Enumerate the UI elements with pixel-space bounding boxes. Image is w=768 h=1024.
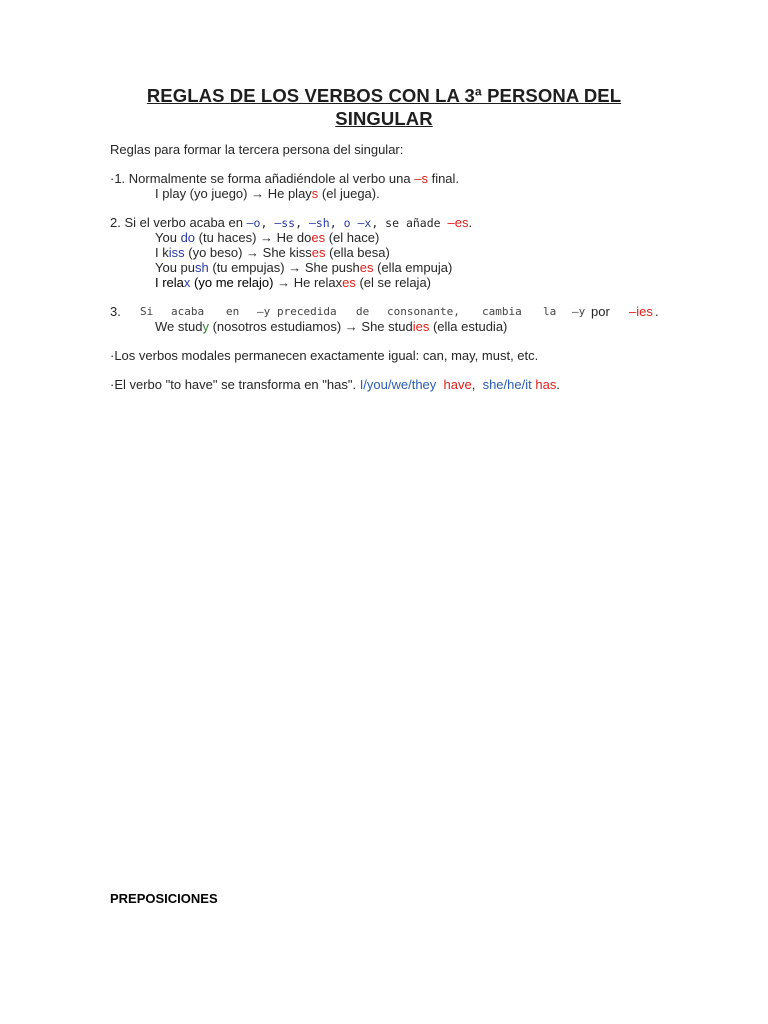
example-text: (yo me relajo) — [190, 275, 274, 290]
example-text: (tu empujas) → She push — [208, 260, 360, 275]
rule-5: ·El verbo "to have" se transforma en "has". I/you/we/they have, she/he/it has. — [110, 377, 560, 392]
rule-3-word: consonante, — [387, 305, 460, 318]
example-text: (tu haces) → He do — [195, 230, 312, 245]
example-suffix: s — [311, 186, 319, 201]
period: . — [556, 377, 560, 392]
plural-pronouns: I/you/we/they — [359, 377, 437, 392]
example-text: I k — [155, 245, 169, 260]
rule-2-text: 2. Si el verbo acaba en — [110, 215, 247, 230]
example-suffix: es — [359, 260, 374, 275]
page-title — [110, 84, 658, 130]
example-text: (ella besa) — [325, 245, 390, 260]
rule-3-ending-y: –y — [572, 305, 586, 318]
separator: , — [329, 216, 344, 230]
example-suffix: es — [311, 230, 326, 245]
rule-2-example-2 — [155, 245, 390, 260]
rule-3-word: en — [226, 305, 240, 318]
example-text: (ella empuja) — [373, 260, 453, 275]
example-text: You pu — [155, 260, 196, 275]
rule-3-suffix-ies: –ies — [629, 304, 653, 319]
example-suffix: es — [311, 245, 326, 260]
example-text: → He relax — [273, 275, 343, 290]
example-suffix: es — [342, 275, 356, 290]
rule-3-word: cambia — [482, 305, 522, 318]
rule-1-end: final. — [427, 171, 460, 186]
section-heading-preposiciones: PREPOSICIONES — [110, 891, 218, 906]
example-stem: iss — [168, 245, 185, 260]
example-text: You — [155, 230, 181, 245]
verb-have: have — [443, 377, 472, 392]
title-line-1: REGLAS DE LOS VERBOS CON LA 3ª PERSONA DEL — [146, 85, 622, 106]
ending-ss: –ss — [274, 216, 296, 230]
rule-4: ·Los verbos modales permanecen exactamente igual: can, may, must, etc. — [110, 348, 539, 363]
singular-pronouns: she/he/it — [482, 377, 532, 392]
intro-text: Reglas para formar la tercera persona del singular: — [110, 142, 404, 157]
separator: , — [295, 216, 309, 230]
example-text: I play (yo juego) → He play — [155, 186, 312, 201]
rule-3-word: acaba — [171, 305, 205, 318]
rule-3-word: Si — [140, 305, 154, 318]
period: . — [468, 215, 473, 230]
period: . — [655, 304, 659, 319]
ending-o: –o — [246, 216, 261, 230]
example-text: I rela — [155, 275, 184, 290]
rule-2-example-1 — [155, 230, 379, 245]
example-text: (el hace) — [325, 230, 380, 245]
rule-1-example — [155, 186, 380, 201]
example-stem: do — [180, 230, 196, 245]
example-stem: x — [183, 275, 191, 290]
rule-2-text: , se añade — [371, 216, 448, 230]
example-suffix: ies — [412, 319, 430, 334]
rule-3-word: la — [543, 305, 557, 318]
suffix-es: –es — [447, 215, 469, 230]
example-text: We stud — [155, 319, 203, 334]
title-line-2: SINGULAR — [335, 108, 433, 129]
rule-3-word: por — [591, 304, 610, 319]
rule-2-example-3 — [155, 260, 452, 275]
ending-x: –x — [357, 216, 372, 230]
example-text: (yo beso) → She kiss — [184, 245, 312, 260]
example-text: (el juega). — [318, 186, 380, 201]
rule-2-example-4 — [155, 275, 431, 290]
rule-3-word: precedida — [277, 305, 337, 318]
conjunction: o — [343, 216, 351, 230]
rule-3-ending-y: –y — [257, 305, 271, 318]
rule-5-text: ·El verbo "to have" se transforma en "has". — [110, 377, 360, 392]
ending-sh: –sh — [308, 216, 330, 230]
verb-has: has — [535, 377, 557, 392]
example-stem: sh — [195, 260, 209, 275]
example-stem: y — [202, 319, 209, 334]
separator: , — [260, 216, 275, 230]
example-text: (nosotros estudiamos) → She stud — [208, 319, 413, 334]
rule-3-example — [155, 319, 507, 334]
rule-2 — [110, 215, 472, 231]
rule-1-text: ·1. Normalmente se forma añadiéndole al verbo una — [110, 171, 415, 186]
example-text: (ella estudia) — [429, 319, 508, 334]
rule-3-word: de — [356, 305, 370, 318]
rule-3-number: 3. — [110, 304, 121, 319]
example-text: (el se relaja) — [355, 275, 431, 290]
rule-1-suffix: –s — [414, 171, 428, 186]
rule-1 — [110, 171, 459, 186]
